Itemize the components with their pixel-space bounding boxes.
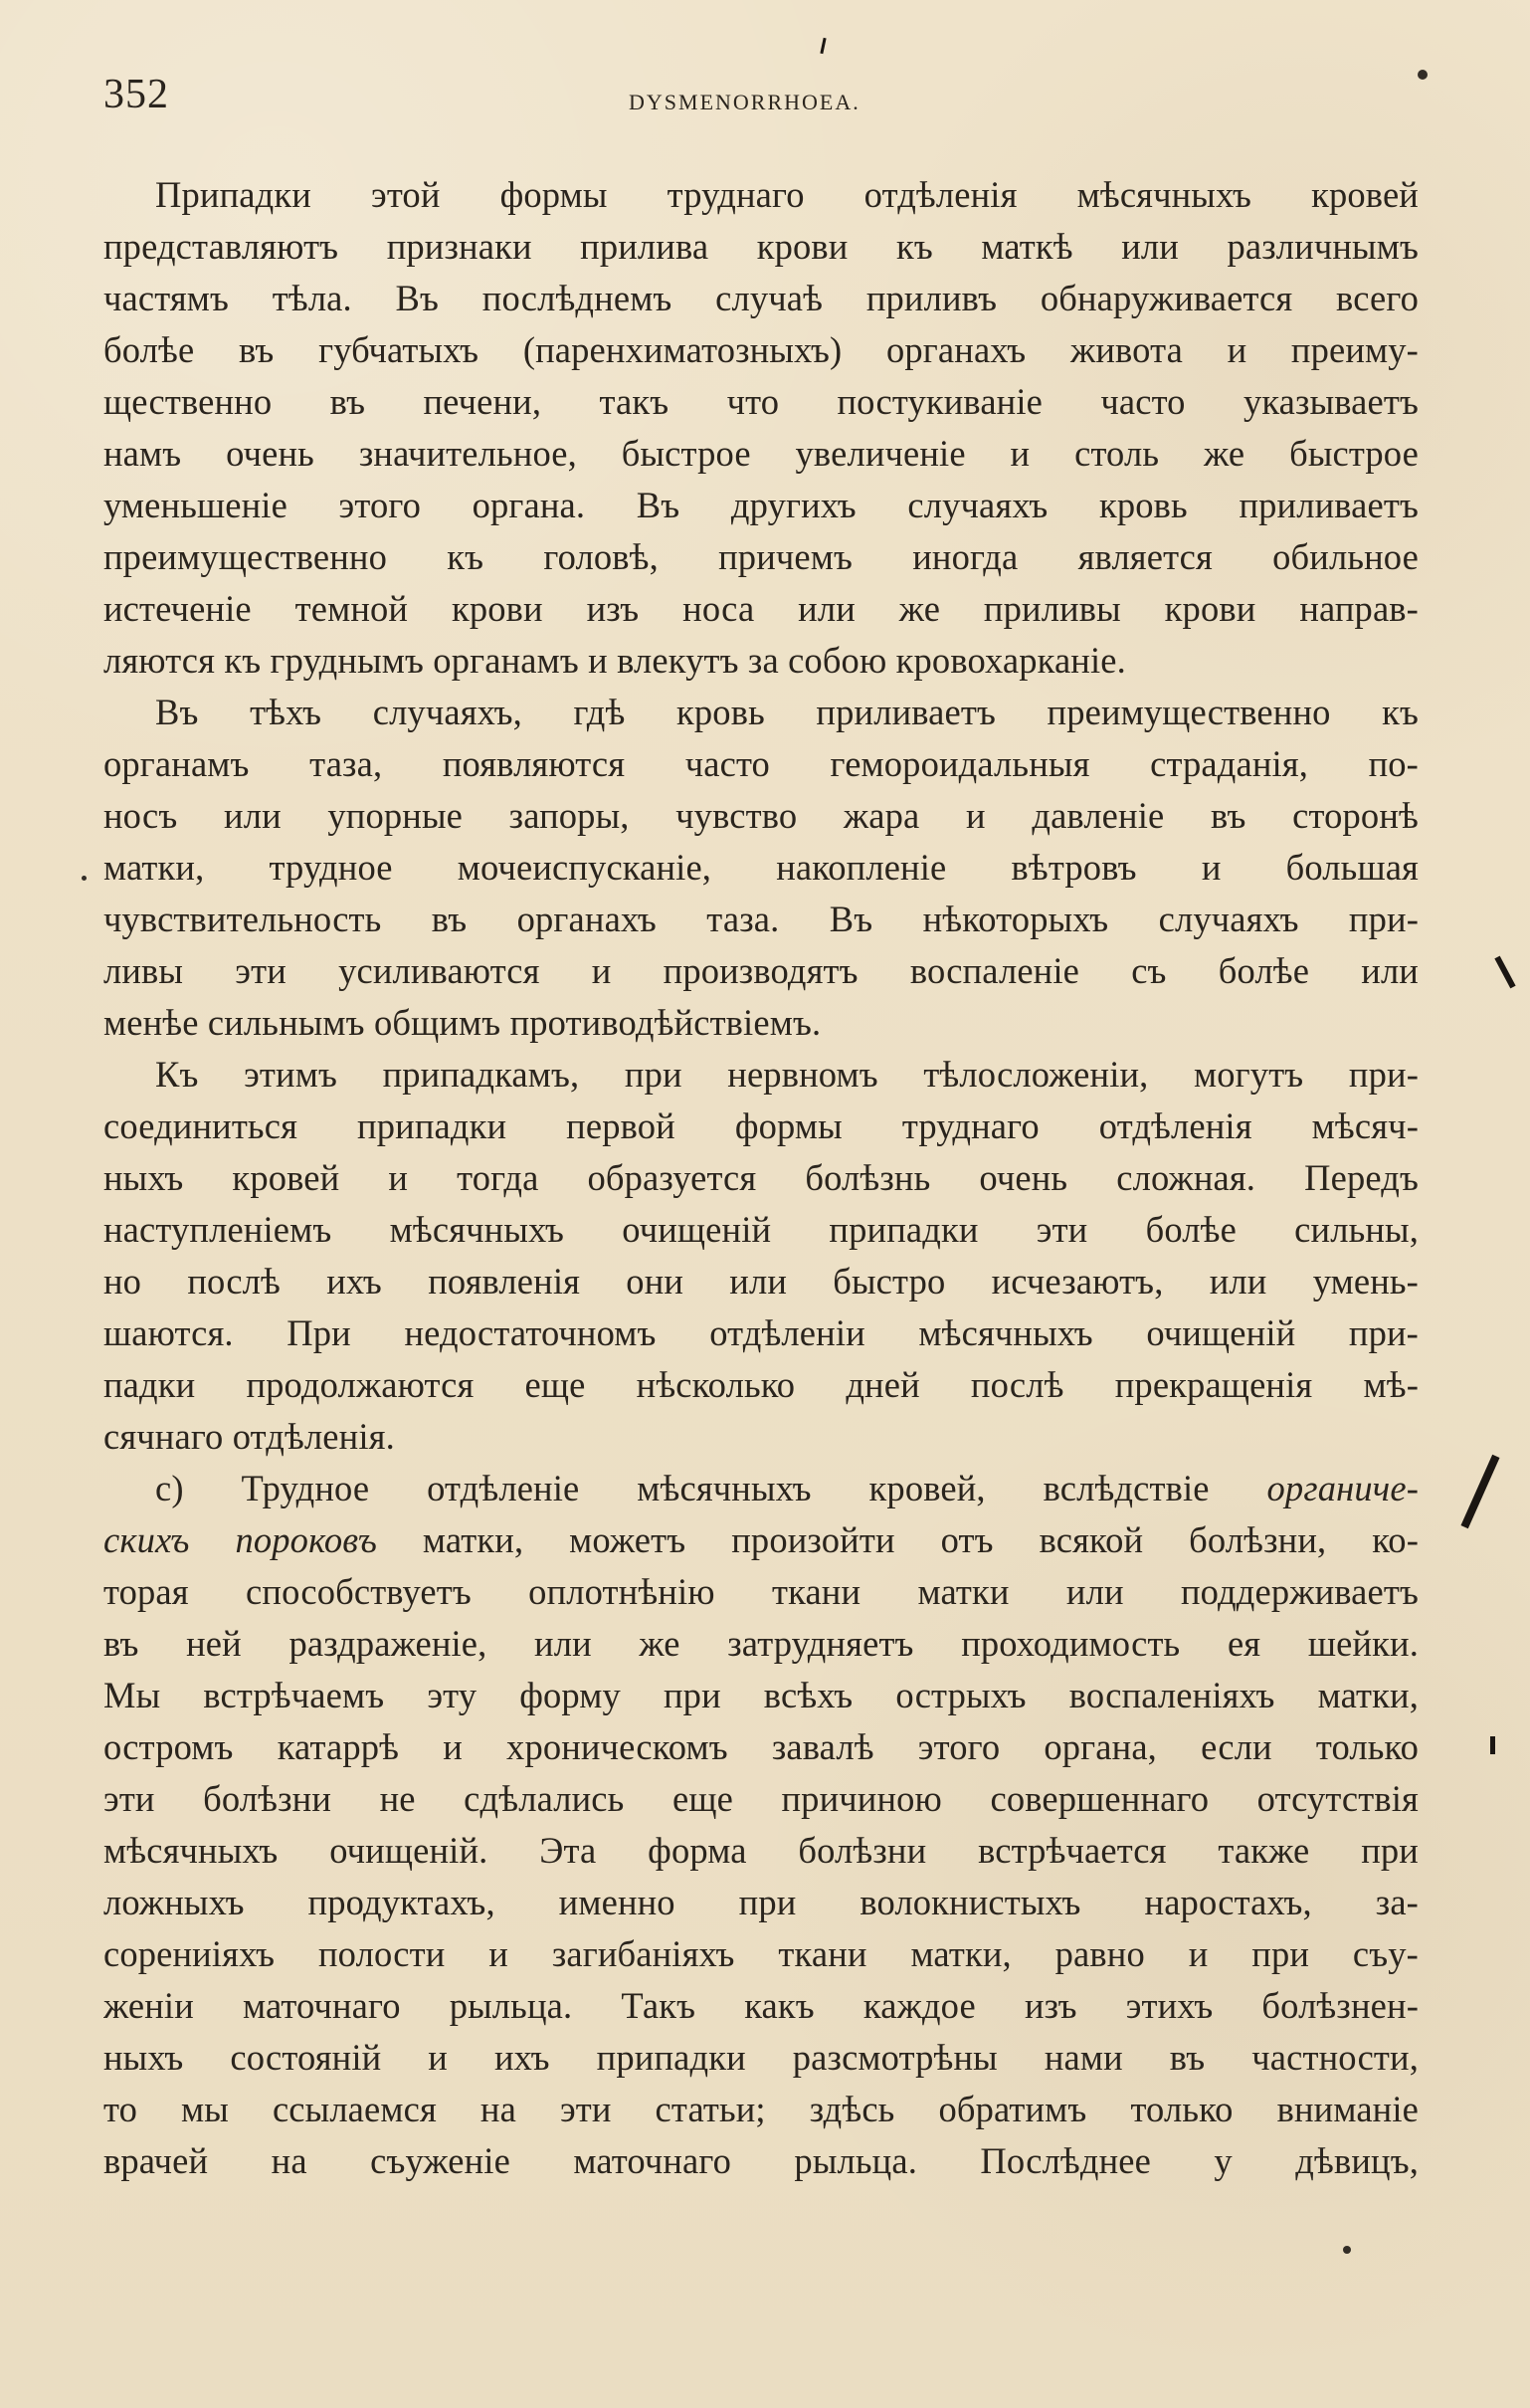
running-head: DYSMENORRHOEA.	[629, 90, 861, 114]
text-line-34: ложныхъ продуктахъ, именно при волокнистыхъ наростахъ, за-	[103, 1882, 1419, 1922]
text-line-28: торая способствуетъ оплотнѣнію ткани матки или поддерживаетъ	[103, 1571, 1419, 1612]
page-number: 352	[103, 72, 169, 117]
text-line-30: Мы встрѣчаемъ эту форму при всѣхъ острыхъ воспаленiяхъ матки,	[103, 1675, 1419, 1715]
text-line-26-italic: органиче-	[1266, 1468, 1419, 1508]
text-line-26-regular: c) Трудное отдѣленiе мѣсячныхъ кровей, вслѣдствiе	[155, 1468, 1267, 1508]
text-line-31: остромъ катаррѣ и хроническомъ завалѣ этого органа, если только	[103, 1726, 1419, 1767]
text-line-20: ныхъ кровей и тогда образуется болѣзнь очень сложная. Передъ	[103, 1157, 1419, 1198]
text-line-6: намъ очень значительное, быстрое увеличенiе и столь же быстрое	[103, 433, 1419, 474]
text-line-26-a	[155, 1468, 1419, 1508]
text-line-38: то мы ссылаемся на эти статьи; здѣсь обратимъ только вниманiе	[103, 2089, 1419, 2129]
text-line-14: матки, трудное мочеиспусканiе, накопленiе вѣтровъ и большая	[103, 847, 1419, 888]
ink-speck-top-right	[1418, 70, 1428, 80]
text-line-4: болѣе въ губчатыхъ (паренхиматозныхъ) органахъ живота и преиму-	[103, 329, 1419, 370]
page-header	[103, 74, 1412, 129]
text-line-11: Въ тѣхъ случаяхъ, гдѣ кровь приливаетъ преимущественно къ	[155, 692, 1419, 732]
text-line-13: носъ или упорные запоры, чувство жара и давленiе въ сторонѣ	[103, 795, 1419, 836]
text-line-27-regular: матки, можетъ произойти отъ всякой болѣзни, ко-	[376, 1519, 1419, 1560]
text-line-7: уменьшенiе этого органа. Въ другихъ случаяхъ кровь приливаетъ	[103, 485, 1419, 525]
text-line-25: сячнаго отдѣленія.	[103, 1416, 395, 1457]
text-line-35: сорениiяхъ полости и загибанiяхъ ткани матки, равно и при съу-	[103, 1933, 1419, 1974]
text-line-23: шаются. При недостаточномъ отдѣленiи мѣсячныхъ очищенiй при-	[103, 1312, 1419, 1353]
text-line-12: органамъ таза, появляются часто гемороидальныя страданія, по-	[103, 743, 1419, 784]
text-line-32: эти болѣзни не сдѣлались еще причиною совершеннаго отсутствія	[103, 1778, 1419, 1819]
text-line-19: соединиться припадки первой формы труднаго отдѣленія мѣсяч-	[103, 1105, 1419, 1146]
text-line-2: представляютъ признаки прилива крови къ маткѣ или различнымъ	[103, 226, 1419, 267]
text-line-15: чувствительность въ органахъ таза. Въ нѣкоторыхъ случаяхъ при-	[103, 899, 1419, 939]
main-text	[103, 169, 1419, 2187]
text-line-3: частямъ тѣла. Въ послѣднемъ случаѣ приливъ обнаруживается всего	[103, 278, 1419, 318]
margin-mark-1	[1494, 956, 1515, 989]
margin-mark-2	[1460, 1455, 1499, 1529]
text-line-27-italic: скихъ пороковъ	[103, 1519, 377, 1560]
text-line-29: въ ней раздраженiе, или же затрудняетъ проходимость ея шейки.	[103, 1623, 1419, 1664]
margin-mark-4	[820, 38, 826, 54]
text-line-22: но послѣ ихъ появленія они или быстро исчезаютъ, или умень-	[103, 1261, 1419, 1302]
ink-speck-left-middle	[82, 876, 87, 881]
margin-mark-3	[1490, 1736, 1495, 1754]
text-line-27	[103, 1514, 1419, 1566]
text-line-39: врачей на съуженiе маточнаго рыльца. Послѣднее у дѣвицъ,	[103, 2140, 1419, 2181]
text-line-21: наступленiемъ мѣсячныхъ очищенiй припадки эти болѣе сильны,	[103, 1209, 1419, 1250]
text-line-36: женiи маточнаго рыльца. Такъ какъ каждое изъ этихъ болѣзнен-	[103, 1985, 1419, 2026]
text-line-26	[103, 1463, 1419, 1514]
text-line-1: Припадки этой формы труднаго отдѣленія мѣсячныхъ кровей	[155, 174, 1419, 215]
text-line-16: ливы эти усиливаются и производятъ воспаленiе съ болѣе или	[103, 950, 1419, 991]
text-line-8: преимущественно къ головѣ, причемъ иногда является обильное	[103, 536, 1419, 577]
text-line-18: Къ этимъ припадкамъ, при нервномъ тѣлосложенiи, могутъ при-	[155, 1054, 1419, 1095]
text-line-10: ляются къ груднымъ органамъ и влекутъ за собою кровохарканiе.	[103, 640, 1126, 681]
text-line-17: менѣе сильнымъ общимъ противодѣйствiемъ.	[103, 1002, 822, 1043]
text-line-33: мѣсячныхъ очищенiй. Эта форма болѣзни встрѣчается также при	[103, 1830, 1419, 1871]
ink-speck-bottom-center	[1343, 2246, 1351, 2254]
text-line-5: щественно въ печени, такъ что постукиванiе часто указываетъ	[103, 381, 1419, 422]
text-line-37: ныхъ состоянiй и ихъ припадки разсмотрѣны нами въ частности,	[103, 2037, 1419, 2078]
text-line-24: падки продолжаются еще нѣсколько дней послѣ прекращенія мѣ-	[103, 1364, 1419, 1405]
text-line-9: истеченiе темной крови изъ носа или же приливы крови направ-	[103, 588, 1419, 629]
